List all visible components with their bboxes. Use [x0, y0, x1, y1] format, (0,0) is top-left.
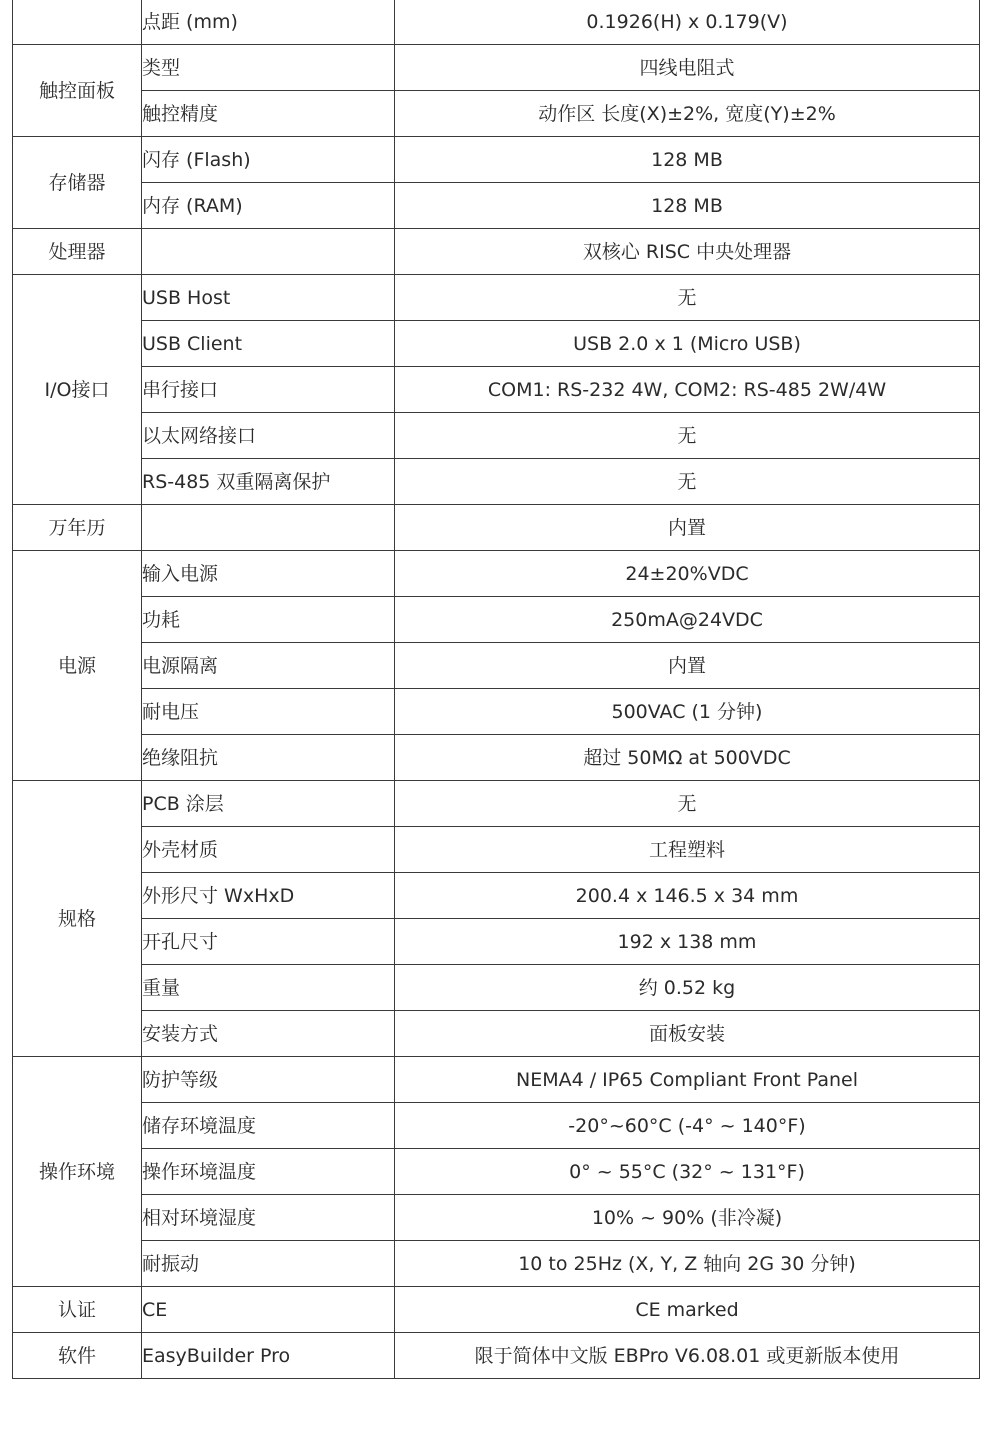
category-cell: 存储器	[13, 137, 142, 229]
table-row	[13, 1149, 980, 1195]
item-cell: 开孔尺寸	[142, 919, 395, 965]
category-cell: 处理器	[13, 229, 142, 275]
category-cell: 触控面板	[13, 45, 142, 137]
category-cell: I/O接口	[13, 275, 142, 505]
item-cell: 触控精度	[142, 91, 395, 137]
table-row	[13, 1241, 980, 1287]
value-cell: 24±20%VDC	[395, 551, 980, 597]
table-row	[13, 643, 980, 689]
item-cell: 耐电压	[142, 689, 395, 735]
item-cell: 耐振动	[142, 1241, 395, 1287]
category-cell: 操作环境	[13, 1057, 142, 1287]
item-cell: USB Client	[142, 321, 395, 367]
item-cell: 串行接口	[142, 367, 395, 413]
item-cell: 安装方式	[142, 1011, 395, 1057]
item-cell: 防护等级	[142, 1057, 395, 1103]
table-row	[13, 1103, 980, 1149]
table-row	[13, 91, 980, 137]
value-cell: 动作区 长度(X)±2%, 宽度(Y)±2%	[395, 91, 980, 137]
item-cell: 点距 (mm)	[142, 0, 395, 45]
table-row	[13, 1333, 980, 1379]
value-cell: 内置	[395, 643, 980, 689]
category-cell: 电源	[13, 551, 142, 781]
value-cell: 内置	[395, 505, 980, 551]
item-cell: 内存 (RAM)	[142, 183, 395, 229]
value-cell: 限于简体中文版 EBPro V6.08.01 或更新版本使用	[395, 1333, 980, 1379]
value-cell: 无	[395, 781, 980, 827]
value-cell: 双核心 RISC 中央处理器	[395, 229, 980, 275]
item-cell: PCB 涂层	[142, 781, 395, 827]
table-row	[13, 965, 980, 1011]
table-row	[13, 321, 980, 367]
item-cell: 输入电源	[142, 551, 395, 597]
table-row	[13, 1195, 980, 1241]
table-row	[13, 367, 980, 413]
value-cell: 200.4 x 146.5 x 34 mm	[395, 873, 980, 919]
value-cell: 0° ~ 55°C (32° ~ 131°F)	[395, 1149, 980, 1195]
table-row	[13, 689, 980, 735]
table-row	[13, 413, 980, 459]
value-cell: 面板安装	[395, 1011, 980, 1057]
table-row	[13, 873, 980, 919]
item-cell: 以太网络接口	[142, 413, 395, 459]
item-cell: USB Host	[142, 275, 395, 321]
value-cell: 工程塑料	[395, 827, 980, 873]
value-cell: COM1: RS-232 4W, COM2: RS-485 2W/4W	[395, 367, 980, 413]
item-cell	[142, 229, 395, 275]
item-cell: 储存环境温度	[142, 1103, 395, 1149]
item-cell: 操作环境温度	[142, 1149, 395, 1195]
item-cell: RS-485 双重隔离保护	[142, 459, 395, 505]
table-row	[13, 137, 980, 183]
value-cell: 0.1926(H) x 0.179(V)	[395, 0, 980, 45]
item-cell: 相对环境湿度	[142, 1195, 395, 1241]
table-row	[13, 597, 980, 643]
item-cell: CE	[142, 1287, 395, 1333]
value-cell: 192 x 138 mm	[395, 919, 980, 965]
table-row	[13, 551, 980, 597]
value-cell: 128 MB	[395, 137, 980, 183]
value-cell: 无	[395, 413, 980, 459]
table-row	[13, 735, 980, 781]
item-cell: EasyBuilder Pro	[142, 1333, 395, 1379]
value-cell: USB 2.0 x 1 (Micro USB)	[395, 321, 980, 367]
table-row	[13, 275, 980, 321]
value-cell: -20°~60°C (-4° ~ 140°F)	[395, 1103, 980, 1149]
table-row	[13, 1011, 980, 1057]
item-cell: 功耗	[142, 597, 395, 643]
value-cell: 超过 50MΩ at 500VDC	[395, 735, 980, 781]
table-row	[13, 827, 980, 873]
value-cell: 10 to 25Hz (X, Y, Z 轴向 2G 30 分钟)	[395, 1241, 980, 1287]
table-row	[13, 505, 980, 551]
category-cell: 认证	[13, 1287, 142, 1333]
item-cell: 电源隔离	[142, 643, 395, 689]
category-cell: 万年历	[13, 505, 142, 551]
item-cell: 闪存 (Flash)	[142, 137, 395, 183]
value-cell: CE marked	[395, 1287, 980, 1333]
value-cell: 无	[395, 275, 980, 321]
value-cell: 无	[395, 459, 980, 505]
table-row	[13, 183, 980, 229]
table-row	[13, 919, 980, 965]
category-cell	[13, 0, 142, 45]
value-cell: 约 0.52 kg	[395, 965, 980, 1011]
table-row	[13, 781, 980, 827]
spec-table-body	[13, 0, 980, 1379]
item-cell: 重量	[142, 965, 395, 1011]
category-cell: 规格	[13, 781, 142, 1057]
item-cell: 绝缘阻抗	[142, 735, 395, 781]
item-cell: 外壳材质	[142, 827, 395, 873]
item-cell: 类型	[142, 45, 395, 91]
table-row	[13, 229, 980, 275]
table-row	[13, 1057, 980, 1103]
table-row	[13, 459, 980, 505]
value-cell: 10% ~ 90% (非冷凝)	[395, 1195, 980, 1241]
table-row	[13, 45, 980, 91]
category-cell: 软件	[13, 1333, 142, 1379]
value-cell: 四线电阻式	[395, 45, 980, 91]
value-cell: 500VAC (1 分钟)	[395, 689, 980, 735]
item-cell	[142, 505, 395, 551]
item-cell: 外形尺寸 WxHxD	[142, 873, 395, 919]
table-row	[13, 1287, 980, 1333]
spec-table	[12, 0, 980, 1379]
table-row	[13, 0, 980, 45]
value-cell: 128 MB	[395, 183, 980, 229]
value-cell: 250mA@24VDC	[395, 597, 980, 643]
value-cell: NEMA4 / IP65 Compliant Front Panel	[395, 1057, 980, 1103]
